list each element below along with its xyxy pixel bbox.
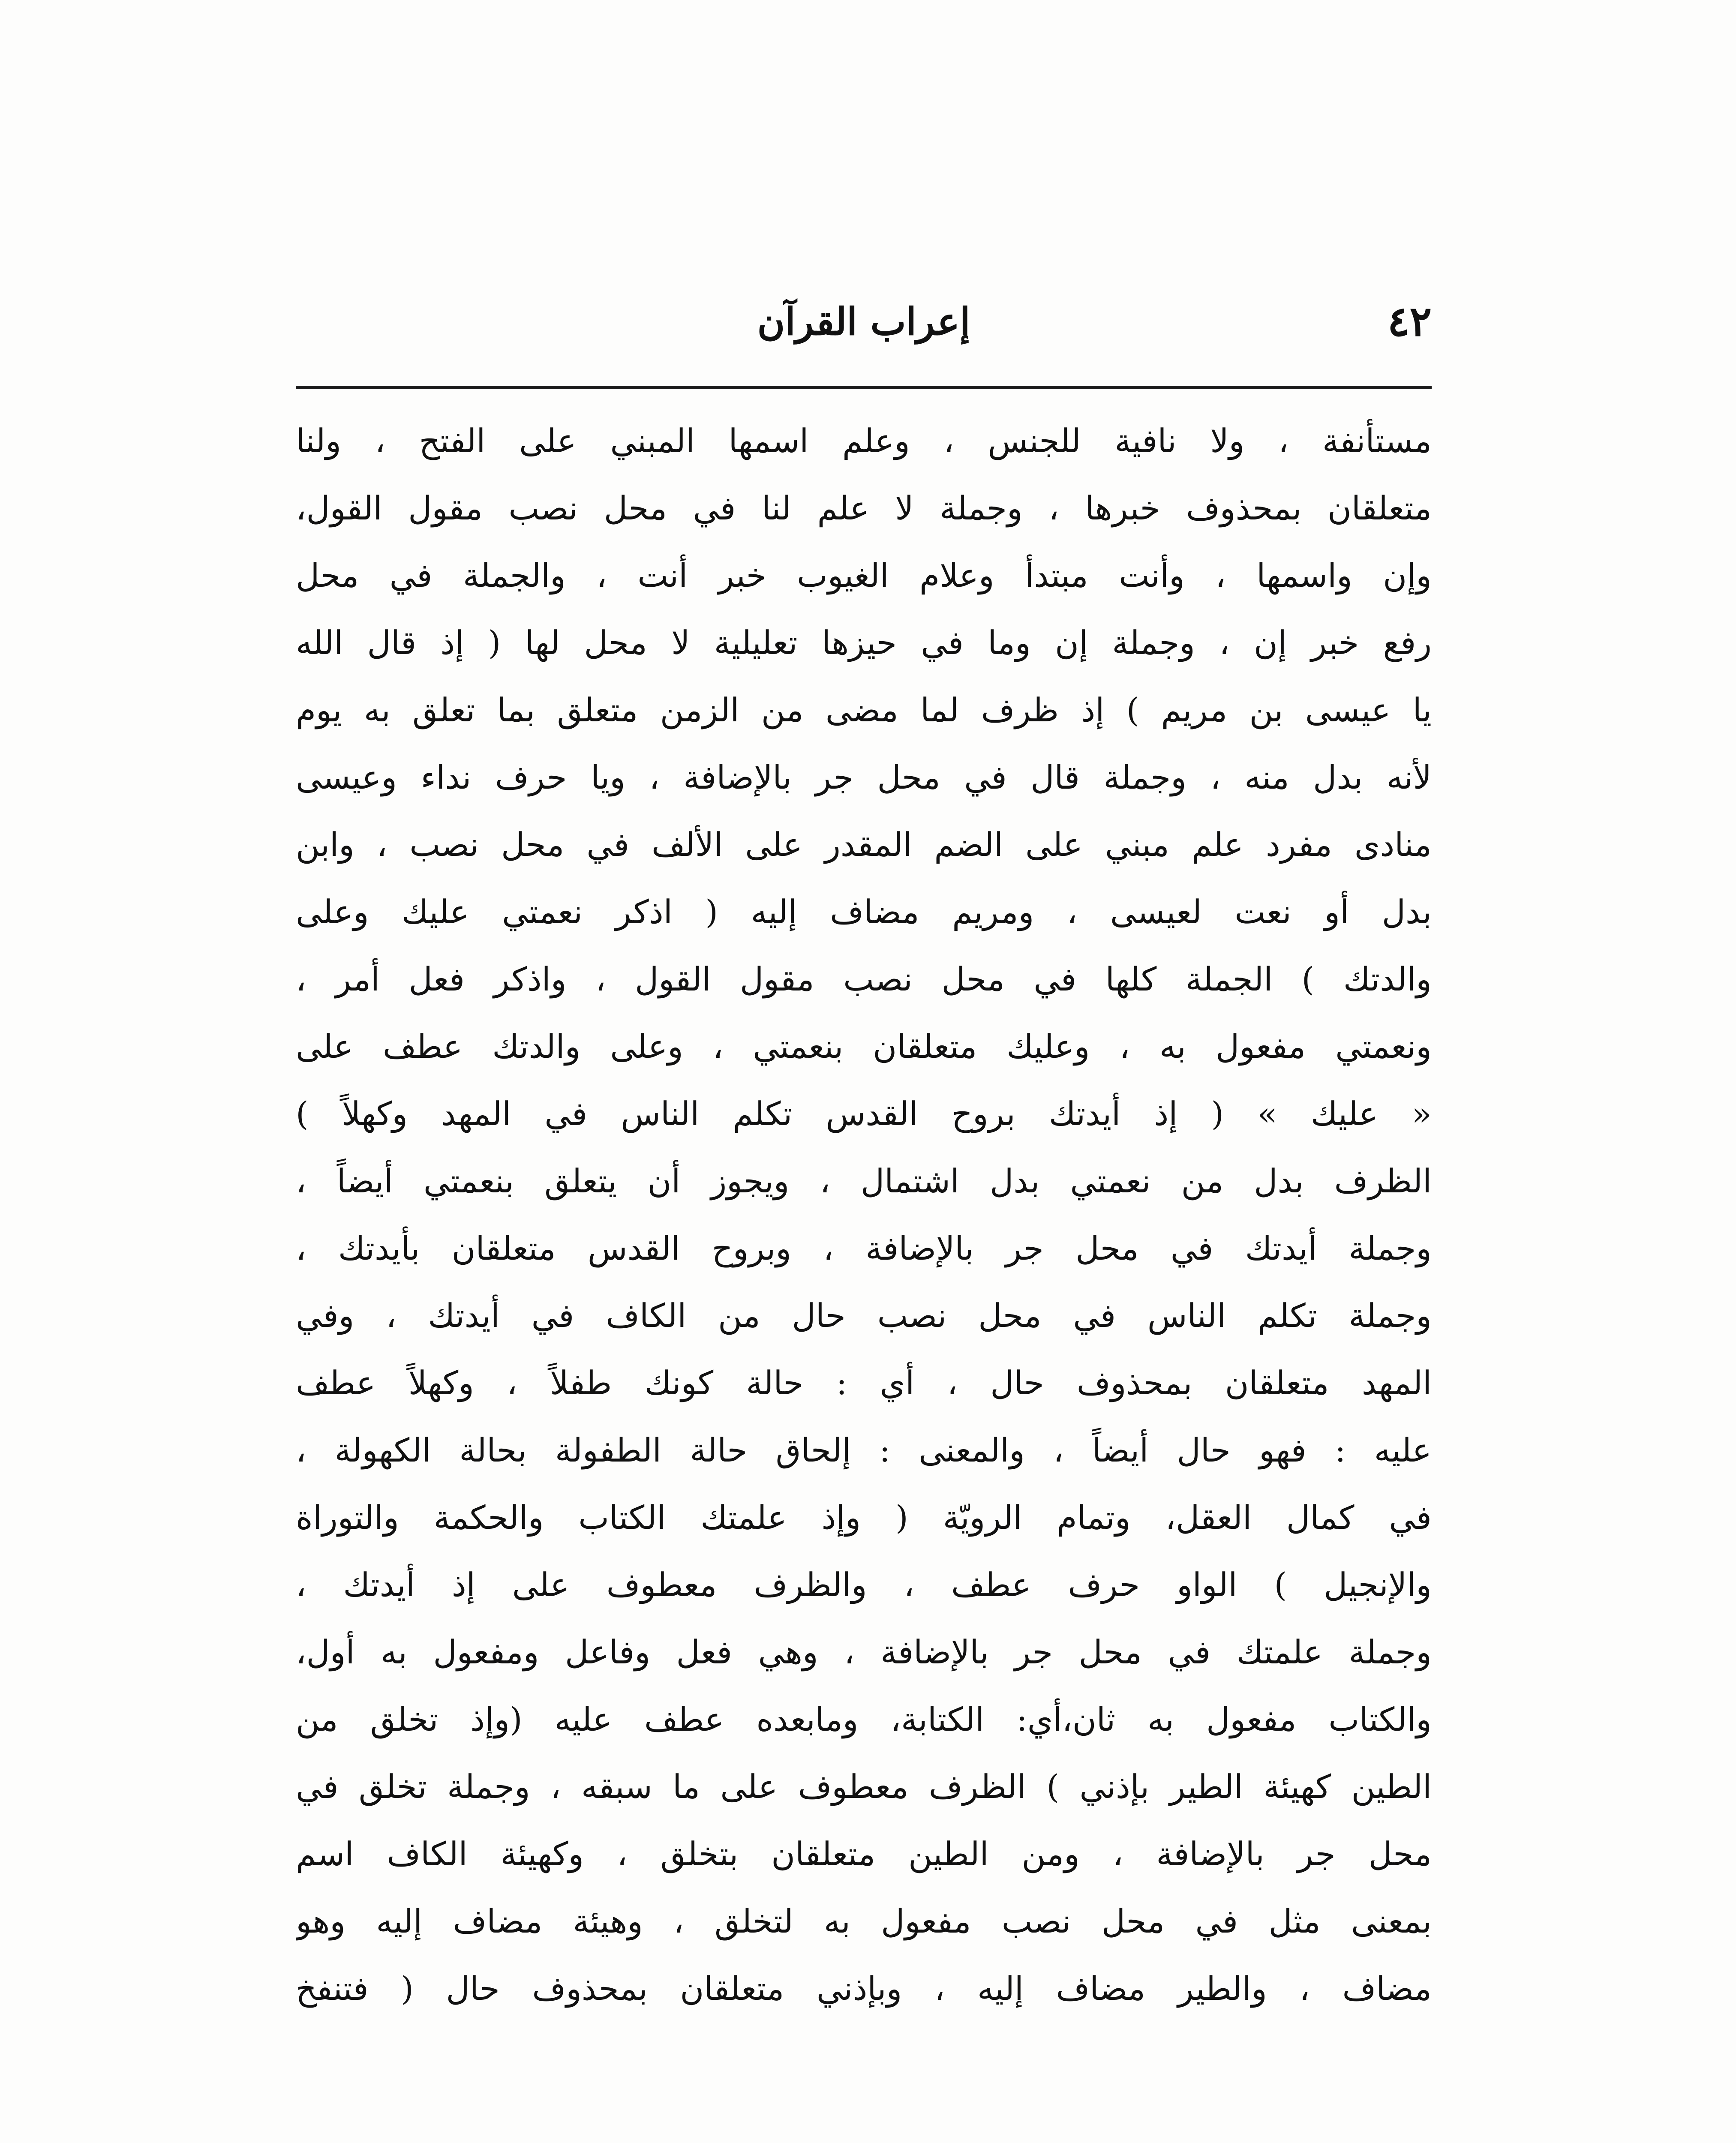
text-line: وجملة علمتك في محل جر بالإضافة ، وهي فعل وفاعل ومفعول به أول،: [296, 1633, 1432, 1671]
text-line: وجملة أيدتك في محل جر بالإضافة ، وبروح القدس متعلقان بأيدتك ،: [296, 1229, 1432, 1267]
text-line: مستأنفة ، ولا نافية للجنس ، وعلم اسمها المبني على الفتح ، ولنا: [296, 422, 1432, 460]
text-line: في كمال العقل، وتمام الرويّة ( وإذ علمتك الكتاب والحكمة والتوراة: [296, 1498, 1432, 1537]
text-line: ونعمتي مفعول به ، وعليك متعلقان بنعمتي ، وعلى والدتك عطف على: [296, 1027, 1432, 1065]
body-text: [296, 407, 1432, 2022]
page-header: [296, 287, 1432, 356]
header-rule: [296, 386, 1432, 389]
text-line: منادى مفرد علم مبني على الضم المقدر على الألف في محل نصب ، وابن: [296, 825, 1432, 864]
text-line: الظرف بدل من نعمتي بدل اشتمال ، ويجوز أن يتعلق بنعمتي أيضاً ،: [296, 1162, 1432, 1200]
text-line: « عليك » ( إذ أيدتك بروح القدس تكلم الناس في المهد وكهلاً ): [296, 1095, 1432, 1133]
text-line: متعلقان بمحذوف خبرها ، وجملة لا علم لنا في محل نصب مقول القول،: [296, 489, 1432, 527]
text-line: بدل أو نعت لعيسى ، ومريم مضاف إليه ( اذكر نعمتي عليك وعلى: [296, 893, 1432, 931]
text-line: محل جر بالإضافة ، ومن الطين متعلقان بتخلق ، وكهيئة الكاف اسم: [296, 1835, 1432, 1873]
running-title: إعراب القرآن: [757, 299, 970, 344]
text-line: والإنجيل ) الواو حرف عطف ، والظرف معطوف على إذ أيدتك ،: [296, 1566, 1432, 1604]
text-line: مضاف ، والطير مضاف إليه ، وبإذني متعلقان بمحذوف حال ( فتنفخ: [296, 1969, 1432, 2008]
text-line: وإن واسمها ، وأنت مبتدأ وعلام الغيوب خبر أنت ، والجملة في محل: [296, 556, 1432, 594]
page-number: ٤٢: [1387, 297, 1432, 345]
text-line: بمعنى مثل في محل نصب مفعول به لتخلق ، وهيئة مضاف إليه وهو: [296, 1902, 1432, 1940]
text-line: والدتك ) الجملة كلها في محل نصب مقول القول ، واذكر فعل أمر ،: [296, 960, 1432, 998]
text-line: وجملة تكلم الناس في محل نصب حال من الكاف في أيدتك ، وفي: [296, 1297, 1432, 1335]
text-line: والكتاب مفعول به ثان،أي: الكتابة، ومابعده عطف عليه (وإذ تخلق من: [296, 1700, 1432, 1738]
text-line: لأنه بدل منه ، وجملة قال في محل جر بالإضافة ، ويا حرف نداء وعيسى: [296, 758, 1432, 796]
text-line: يا عيسى بن مريم ) إذ ظرف لما مضى من الزمن متعلق بما تعلق به يوم: [296, 691, 1432, 729]
text-line: عليه : فهو حال أيضاً ، والمعنى : إلحاق حالة الطفولة بحالة الكهولة ،: [296, 1431, 1432, 1469]
text-line: المهد متعلقان بمحذوف حال ، أي : حالة كونك طفلاً ، وكهلاً عطف: [296, 1364, 1432, 1402]
text-line: الطين كهيئة الطير بإذني ) الظرف معطوف على ما سبقه ، وجملة تخلق في: [296, 1768, 1432, 1806]
text-line: رفع خبر إن ، وجملة إن وما في حيزها تعليلية لا محل لها ( إذ قال الله: [296, 624, 1432, 662]
